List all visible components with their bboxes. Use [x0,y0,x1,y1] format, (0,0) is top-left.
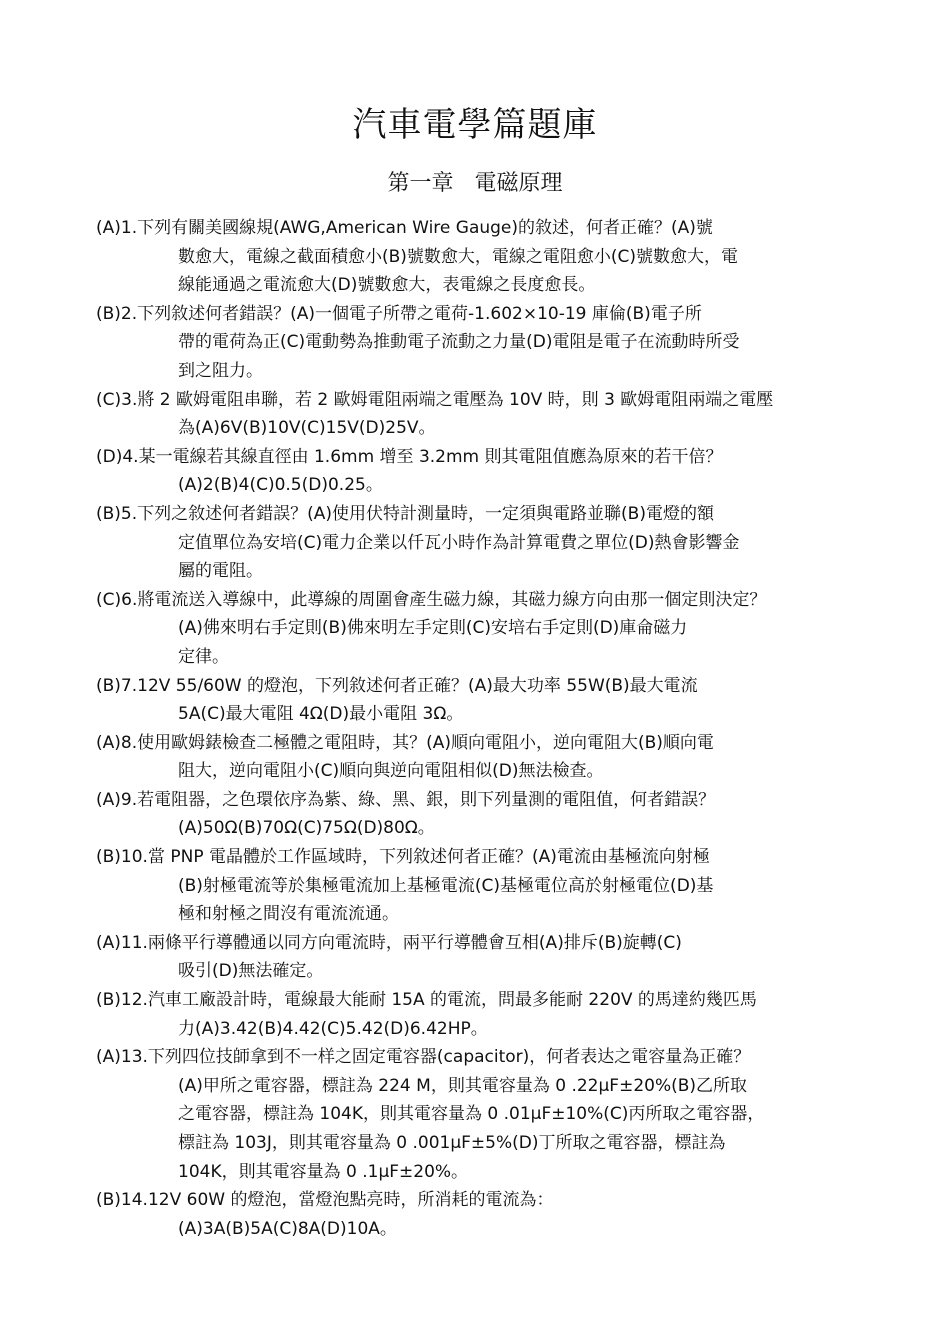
question-item [96,786,886,843]
question-item [96,386,886,443]
question-list [96,214,886,1243]
question-text-line: (B)5.下列之敘述何者錯誤？(A)使用伏特計測量時，一定須與電路並聯(B)電燈的額 [96,503,714,524]
question-item [96,1043,886,1186]
question-continuation-line: 極和射極之間沒有電流流通。 [178,904,399,925]
question-continuation-line: 力(A)3.42(B)4.42(C)5.42(D)6.42HP。 [178,1018,488,1039]
question-item [96,443,886,500]
question-text-line: (C)6.將電流送入導線中，此導線的周圍會產生磁力線，其磁力線方向由那一個定則決定？ [96,589,767,610]
question-text-line: (A)9.若電阻器，之色環依序為紫、綠、黑、銀，則下列量測的電阻值，何者錯誤？ [96,789,716,810]
question-continuation-line: 屬的電阻。 [178,561,263,582]
question-item [96,729,886,786]
question-text-line: (B)2.下列敘述何者錯誤？(A)一個電子所帶之電荷-1.602×10-19 庫倫(B)電子所 [96,303,702,324]
question-text-line: (A)8.使用歐姆錶檢查二極體之電阻時，其？(A)順向電阻小，逆向電阻大(B)順向電 [96,732,714,753]
question-continuation-line: 標註為 103J，則其電容量為 0 .001μF±5%(D)丁所取之電容器，標註為 [178,1133,726,1153]
question-text-line: (A)11.兩條平行導體通以同方向電流時，兩平行導體會互相(A)排斥(B)旋轉(C) [96,932,682,953]
question-continuation-line: 之電容器，標註為 104K，則其電容量為 0 .01μF±10%(C)丙所取之電容器， [178,1104,765,1125]
question-item [96,672,886,729]
question-continuation-line: (A)50Ω(B)70Ω(C)75Ω(D)80Ω。 [178,818,435,839]
question-item [96,1186,886,1243]
question-continuation-line: 阻大，逆向電阻小(C)順向與逆向電阻相似(D)無法檢查。 [178,761,604,782]
question-item [96,843,886,929]
question-continuation-line: (B)射極電流等於集極電流加上基極電流(C)基極電位高於射極電位(D)基 [178,875,714,896]
question-item [96,586,886,672]
question-continuation-line: 數愈大，電線之截面積愈小(B)號數愈大，電線之電阻愈小(C)號數愈大，電 [178,246,739,267]
question-continuation-line: 定律。 [178,646,229,667]
question-text-line: (A)1.下列有關美國線規(AWG,American Wire Gauge)的敘述，何者正確？(A)號 [96,218,713,238]
question-continuation-line: 定值單位為安培(C)電力企業以仟瓦小時作為計算電費之單位(D)熱會影響金 [178,532,740,553]
question-text-line: (A)13.下列四位技師拿到不一样之固定電容器(capacitor)，何者表达之電容量為正確？ [96,1047,751,1068]
question-continuation-line: 吸引(D)無法確定。 [178,961,324,982]
question-text-line: (D)4.某一電線若其線直徑由 1.6mm 增至 3.2mm 則其電阻值應為原來的若干倍？ [96,446,723,467]
question-continuation-line: 5A(C)最大電阻 4Ω(D)最小電阻 3Ω。 [178,704,464,725]
question-continuation-line: (A)佛來明右手定則(B)佛來明左手定則(C)安培右手定則(D)庫侖磁力 [178,618,688,639]
question-text-line: (B)14.12V 60W 的燈泡，當燈泡點亮時，所消耗的電流為： [96,1190,554,1211]
question-item [96,300,886,386]
question-text-line: (B)7.12V 55/60W 的燈泡，下列敘述何者正確？(A)最大功率 55W(B)最大電流 [96,675,698,696]
question-continuation-line: 到之阻力。 [178,360,263,381]
question-continuation-line: 為(A)6V(B)10V(C)15V(D)25V。 [178,418,436,439]
question-continuation-line: (A)2(B)4(C)0.5(D)0.25。 [178,475,383,496]
question-item [96,929,886,986]
question-continuation-line: (A)甲所之電容器，標註為 224 M，則其電容量為 0 .22μF±20%(B)乙所取 [178,1075,748,1096]
question-continuation-line: (A)3A(B)5A(C)8A(D)10A。 [178,1218,397,1239]
question-continuation-line: 104K，則其電容量為 0 .1μF±20%。 [178,1161,469,1182]
question-continuation-line: 線能通過之電流愈大(D)號數愈大，表電線之長度愈長。 [178,275,596,296]
question-text-line: (B)12.汽車工廠設計時，電線最大能耐 15A 的電流，問最多能耐 220V 的馬達約幾匹馬 [96,990,757,1011]
question-continuation-line: 帶的電荷為正(C)電動勢為推動電子流動之力量(D)電阻是電子在流動時所受 [178,332,740,353]
question-item [96,214,886,300]
question-text-line: (B)10.當 PNP 電晶體於工作區域時，下列敘述何者正確？(A)電流由基極流向射極 [96,847,710,868]
question-item [96,500,886,586]
chapter-title: 第一章 電磁原理 [387,171,563,196]
question-text-line: (C)3.將 2 歐姆電阻串聯，若 2 歐姆電阻兩端之電壓為 10V 時，則 3 歐姆電阻兩端之電壓 [96,389,774,410]
document-title: 汽車電學篇題庫 [352,105,598,145]
question-item [96,986,886,1043]
